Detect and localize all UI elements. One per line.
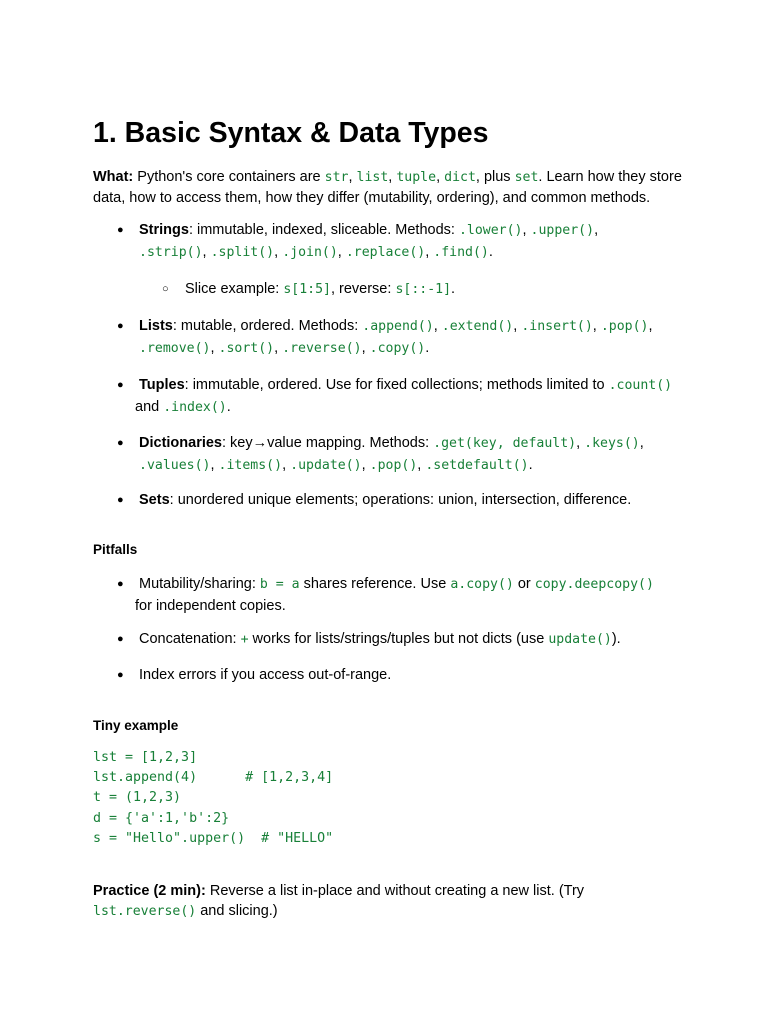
- practice-paragraph: [93, 881, 613, 922]
- sep: ,: [648, 318, 653, 334]
- bullet-text: and: [135, 398, 164, 415]
- method-code: .reverse(): [282, 340, 362, 356]
- bullet-text: : key→value mapping. Methods:: [222, 435, 434, 451]
- code-tuple: tuple: [396, 170, 437, 185]
- sep: ,: [388, 169, 397, 185]
- bullet-text: shares reference. Use: [299, 576, 451, 592]
- code-copy: a.copy(): [450, 577, 514, 592]
- method-code: .append(): [362, 319, 434, 334]
- sep: ,: [210, 339, 219, 356]
- practice-text: Reverse a list in-place and without creating a new list. (Try: [205, 883, 585, 899]
- bullet-text: Concatenation:: [139, 631, 241, 647]
- method-code: .update(): [290, 457, 362, 473]
- method-code: .join(): [282, 244, 338, 260]
- sep: ,: [202, 243, 211, 260]
- sep: ,: [417, 456, 426, 473]
- bullet-text: : mutable, ordered. Methods:: [172, 318, 363, 334]
- bullet-lists: [139, 316, 679, 359]
- sep: ,: [513, 318, 522, 334]
- method-code: .insert(): [521, 319, 593, 334]
- method-code: .values(): [139, 457, 211, 473]
- method-code: .lower(): [458, 223, 523, 238]
- code-assign: b = a: [259, 577, 300, 592]
- pitfall-mutability: [135, 574, 679, 616]
- sep: ,: [348, 169, 357, 185]
- code-reverse: s[::-1]: [395, 282, 452, 297]
- code-reverse-method: lst.reverse(): [93, 904, 197, 919]
- practice-text: and slicing.): [196, 903, 278, 919]
- code-list: list: [356, 170, 389, 185]
- method-code: .get(key, default): [433, 436, 577, 451]
- sep: ,: [282, 456, 291, 473]
- bullet-text: Index errors if you access out-of-range.: [139, 667, 392, 683]
- code-line: lst = [1,2,3]: [93, 750, 198, 765]
- method-code: .find(): [433, 244, 489, 260]
- bullet-text: Slice example:: [185, 281, 284, 297]
- code-line: d = {'a':1,'b':2}: [93, 810, 230, 826]
- method-code: .remove(): [139, 340, 211, 356]
- bullet-text: ).: [611, 631, 621, 647]
- bullet-text: , reverse:: [330, 281, 396, 297]
- sep: ,: [433, 318, 442, 334]
- bullet-label: Sets: [139, 492, 170, 508]
- practice-label: Practice (2 min):: [93, 883, 206, 899]
- intro-text: Python's core containers are: [133, 169, 325, 185]
- pitfall-concatenation: [139, 629, 679, 651]
- sep: ,: [425, 243, 434, 260]
- code-block: [93, 748, 333, 849]
- pitfalls-heading: Pitfalls: [93, 542, 138, 557]
- sep: .: [425, 339, 430, 356]
- method-code: .pop(): [600, 319, 649, 334]
- bullet-sets: [139, 490, 679, 511]
- bullet-label: Dictionaries: [139, 435, 222, 451]
- page-title: 1. Basic Syntax & Data Types: [93, 117, 489, 149]
- method-code: .extend(): [441, 319, 514, 334]
- sep: ,: [436, 169, 445, 185]
- bullet-label: Tuples: [139, 377, 185, 393]
- sep: ,: [592, 318, 601, 334]
- sep: ,: [210, 456, 219, 473]
- sep: ,: [274, 243, 283, 260]
- bullet-text: or: [513, 576, 535, 592]
- bullet-slice-example: [185, 279, 665, 301]
- intro-paragraph: [93, 167, 683, 208]
- bullet-text: works for lists/strings/tuples but not dicts (use: [248, 631, 549, 647]
- bullet-label: Lists: [139, 318, 173, 334]
- sep: ,: [361, 339, 370, 356]
- intro-label: What:: [93, 169, 134, 185]
- method-code: .split(): [210, 244, 275, 260]
- bullet-strings: [139, 220, 679, 263]
- method-code: .pop(): [369, 457, 418, 473]
- method-code: .copy(): [369, 340, 426, 356]
- code-deepcopy: copy.deepcopy(): [534, 577, 654, 592]
- method-code: .setdefault(): [425, 457, 529, 473]
- code-set: set: [514, 170, 539, 185]
- sep: ,: [576, 435, 585, 451]
- bullet-text: : unordered unique elements; operations: union, intersection, difference.: [169, 492, 632, 508]
- sep: .: [488, 243, 493, 260]
- method-code: .replace(): [345, 244, 426, 260]
- bullet-tuples: [135, 375, 679, 418]
- method-code: .sort(): [218, 340, 275, 356]
- sep: ,: [274, 339, 283, 356]
- bullet-dictionaries: [139, 433, 679, 476]
- code-update: update(): [548, 632, 612, 647]
- intro-text: . Learn how they store data, how to access them, how they differ (mutability, ordering), and common methods.: [93, 169, 682, 206]
- code-str: str: [324, 170, 349, 185]
- code-line: lst.append(4) # [1,2,3,4]: [93, 770, 334, 786]
- sep: ,: [337, 243, 346, 260]
- intro-text: , plus: [475, 169, 515, 185]
- code-slice: s[1:5]: [283, 282, 331, 297]
- pitfall-index-errors: [139, 665, 679, 686]
- method-code: .count(): [608, 378, 673, 393]
- method-code: .index(): [163, 399, 227, 415]
- code-line: t = (1,2,3): [93, 790, 182, 806]
- sep: .: [226, 398, 231, 415]
- bullet-text: for independent copies.: [135, 597, 286, 614]
- method-code: .keys(): [584, 436, 640, 451]
- bullet-text: Mutability/sharing:: [139, 576, 260, 592]
- sep: ,: [522, 222, 531, 238]
- code-plus: +: [240, 632, 249, 647]
- sep: ,: [639, 435, 644, 451]
- bullet-text: : immutable, ordered. Use for fixed collections; methods limited to: [184, 377, 609, 393]
- sep: ,: [361, 456, 370, 473]
- example-heading: Tiny example: [93, 718, 179, 733]
- method-code: .upper(): [530, 223, 595, 238]
- bullet-label: Strings: [139, 222, 189, 238]
- sep: .: [528, 456, 533, 473]
- method-code: .strip(): [139, 244, 203, 260]
- bullet-text: : immutable, indexed, sliceable. Methods:: [188, 222, 459, 238]
- method-code: .items(): [218, 457, 283, 473]
- code-line: s = "Hello".upper() # "HELLO": [93, 830, 334, 846]
- code-dict: dict: [444, 170, 476, 185]
- sep: .: [451, 281, 456, 297]
- sep: ,: [594, 222, 599, 238]
